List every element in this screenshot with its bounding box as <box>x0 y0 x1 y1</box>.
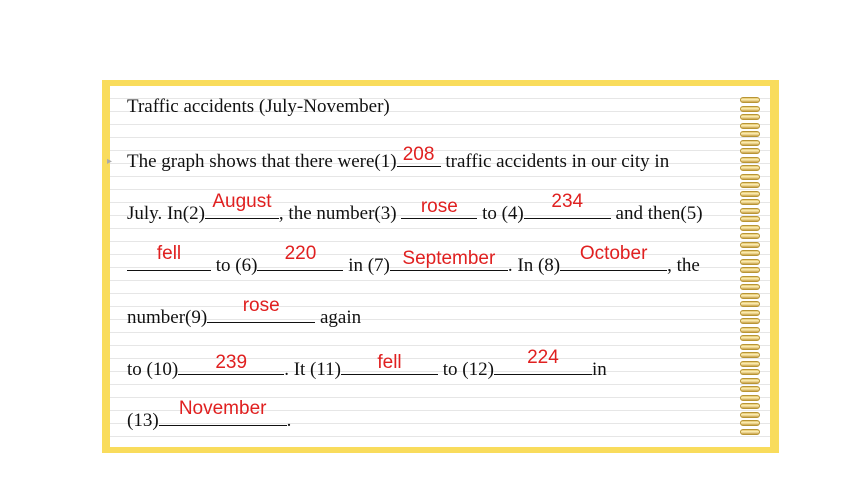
spiral-ring <box>740 352 760 358</box>
spiral-ring <box>740 378 760 384</box>
text-segment: traffic accidents in our city in <box>445 151 670 172</box>
blank-11[interactable] <box>341 352 438 375</box>
worksheet-title <box>127 96 390 118</box>
spiral-ring <box>740 148 760 154</box>
blank-8[interactable] <box>560 243 667 271</box>
spiral-ring <box>740 335 760 341</box>
spiral-ring <box>740 369 760 375</box>
answer-6: 220 <box>284 243 317 264</box>
text-segment: , the <box>667 255 700 276</box>
blank-12[interactable] <box>494 347 592 375</box>
spiral-ring <box>740 123 760 129</box>
spiral-ring <box>740 293 760 299</box>
spiral-ring <box>740 174 760 180</box>
spiral-ring <box>740 191 760 197</box>
spiral-ring <box>740 361 760 367</box>
spiral-ring <box>740 131 760 137</box>
spiral-ring <box>740 199 760 205</box>
answer-10: 239 <box>215 352 248 373</box>
spiral-ring <box>740 140 760 146</box>
text-segment: to (4) <box>482 203 524 224</box>
blank-4[interactable] <box>524 191 611 219</box>
answer-5: fell <box>156 243 182 264</box>
blank-5[interactable] <box>127 243 211 271</box>
title-text: Traffic accidents (July-November) <box>127 96 390 117</box>
blank-13[interactable] <box>159 398 287 426</box>
text-segment: . In (8) <box>507 255 561 276</box>
spiral-ring <box>740 106 760 112</box>
spiral-ring <box>740 165 760 171</box>
spiral-ring <box>740 208 760 214</box>
blank-1[interactable] <box>397 144 441 167</box>
spiral-ring <box>740 395 760 401</box>
answer-12: 224 <box>527 347 559 368</box>
blank-6[interactable] <box>257 243 343 271</box>
spiral-ring <box>740 242 760 248</box>
spiral-ring <box>740 403 760 409</box>
text-segment: The graph shows that there were(1) <box>127 151 397 172</box>
blank-9[interactable] <box>207 295 315 323</box>
spiral-ring <box>740 233 760 239</box>
blank-10[interactable] <box>178 352 284 375</box>
answer-4: 234 <box>551 191 584 212</box>
sentence-line-5 <box>127 347 607 381</box>
spiral-ring <box>740 216 760 222</box>
spiral-ring <box>740 412 760 418</box>
spiral-ring <box>740 225 760 231</box>
blank-2[interactable] <box>205 191 279 219</box>
paper-mark: ▸ <box>107 156 113 167</box>
blank-3[interactable] <box>401 196 477 219</box>
sentence-line-3 <box>127 243 700 277</box>
spiral-ring <box>740 310 760 316</box>
text-segment: (13) <box>127 410 159 431</box>
sentence-line-4 <box>127 295 362 329</box>
spiral-ring <box>740 284 760 290</box>
sentence-line-6 <box>127 398 292 432</box>
text-segment: July. In(2) <box>127 203 205 224</box>
blank-7[interactable] <box>390 248 508 271</box>
answer-7: September <box>402 248 496 269</box>
spiral-ring <box>740 267 760 273</box>
spiral-ring <box>740 420 760 426</box>
text-segment: to (10) <box>127 359 179 380</box>
answer-11: fell <box>377 352 402 373</box>
text-segment: to (6) <box>215 255 258 276</box>
text-segment: . It (11) <box>284 359 341 380</box>
spiral-ring <box>740 182 760 188</box>
spiral-ring <box>740 327 760 333</box>
answer-9: rose <box>242 295 280 316</box>
answer-8: October <box>579 243 648 264</box>
spiral-ring <box>740 97 760 103</box>
answer-13: November <box>178 398 267 419</box>
spiral-ring <box>740 318 760 324</box>
text-segment: in (7) <box>348 255 390 276</box>
text-segment: again <box>319 307 362 328</box>
answer-3: rose <box>420 196 458 217</box>
spiral-ring <box>740 250 760 256</box>
text-segment: number(9) <box>127 307 208 328</box>
spiral-ring <box>740 114 760 120</box>
spiral-ring <box>740 157 760 163</box>
answer-2: August <box>212 191 272 212</box>
sentence-line-1 <box>127 144 670 173</box>
answer-1: 208 <box>402 144 435 165</box>
spiral-ring <box>740 259 760 265</box>
text-segment: in <box>591 359 607 380</box>
spiral-ring <box>740 276 760 282</box>
spiral-ring <box>740 429 760 435</box>
text-segment: , the number(3) <box>278 203 397 224</box>
spiral-ring <box>740 386 760 392</box>
text-segment: to (12) <box>442 359 494 380</box>
sentence-line-2 <box>127 191 703 225</box>
text-segment: and then(5) <box>615 203 703 224</box>
spiral-ring <box>740 301 760 307</box>
spiral-ring <box>740 344 760 350</box>
text-segment: . <box>286 410 292 431</box>
